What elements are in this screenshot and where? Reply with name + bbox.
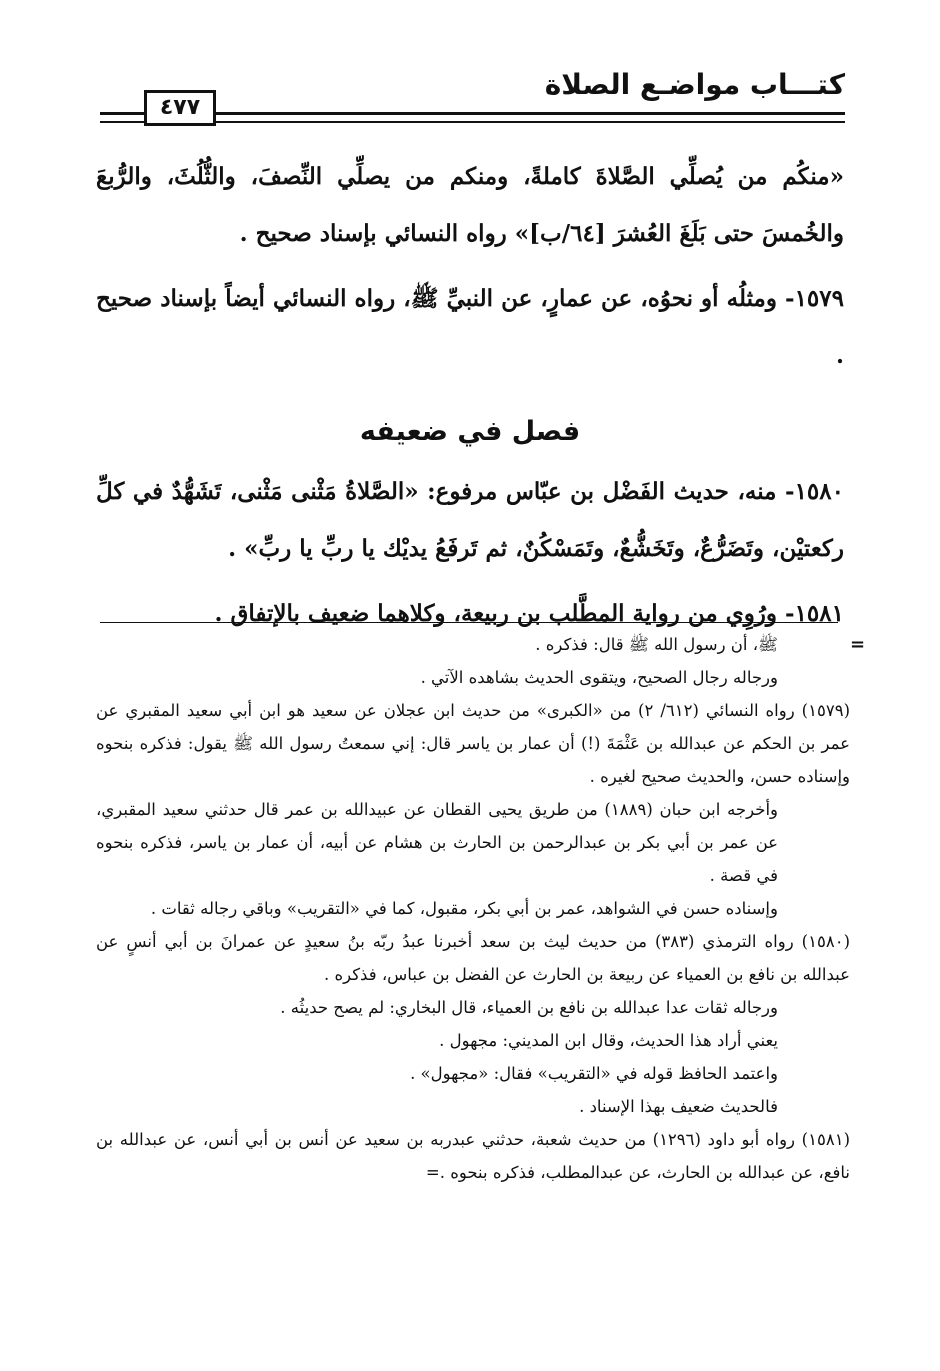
hadith-1579: ١٥٧٩- ومثلُه أو نحوُه، عن عمارٍ، عن النبيِّ ﷺ، رواه النسائي أيضاً بإسناد صحيح .: [96, 285, 844, 369]
footnote-1581: (١٥٨١) رواه أبو داود (١٢٩٦) من حديث شعبة، حدثني عبدربه بن سعيد عن أنس بن أبي أنس، عن عبدالله بن نافع، عن عبدالله بن الحارث، عن عبدالمطلب، فذكره بنحوه .=: [96, 1130, 850, 1182]
footnotes: [96, 628, 850, 1189]
hadith-text-continuation: «منكُم من يُصلِّي الصَّلاةَ كاملةً، ومنكم من يصلِّي النِّصفَ، والثُّلُثَ، والرُّبعَ والخُمسَ حتى بَلَغَ العُشرَ [٦٤/ب]» رواه النسائي بإسناد صحيح .: [96, 163, 844, 247]
footnote-line: وإسناده حسن في الشواهد، عمر بن أبي بكر، مقبول، كما في «التقريب» وباقي رجاله ثقات .: [150, 899, 778, 918]
hadith-1580: ١٥٨٠- منه، حديث الفَضْل بن عبّاس مرفوع: «الصَّلاةُ مَثْنى مَثْنى، تَشَهُّدٌ في كلِّ ركعتيْن، وتَضَرُّعٌ، وتَخَشُّعٌ، وتَمَسْكُنٌ، ثم تَرفَعُ يديْك يا ربِّ يا ربِّ» .: [96, 478, 844, 562]
page-header: [100, 68, 845, 126]
page-number: ٤٧٧: [144, 90, 216, 126]
footnote-line: ﷺ، أن رسول الله ﷺ قال: فذكره .: [535, 635, 778, 654]
footnote-1579: (١٥٧٩) رواه النسائي (٦١٢/ ٢) من «الكبرى» من حديث ابن عجلان عن سعيد هو ابن أبي سعيد المقبري عن عمر بن الحكم عن عبدالله بن عَثْمَةَ (!) أن عمار بن ياسر قال: إني سمعتُ رسول الله ﷺ يقول: فذكره بنحوه وإسناده حسن، والحديث صحيح لغيره .: [96, 701, 850, 786]
footnote-line: وأخرجه ابن حبان (١٨٨٩) من طريق يحيى القطان عن عبيدالله بن عمر قال حدثني سعيد المقبري، عن عمر بن أبي بكر بن عبدالرحمن بن الحارث بن هشام عن أبيه، أن عمار بن ياسر، فذكره بنحوه في قصة .: [96, 800, 778, 885]
footnote-line: ورجاله ثقات عدا عبدالله بن نافع بن العمياء، قال البخاري: لم يصح حديثُه .: [280, 998, 778, 1017]
footnote-continuation-mark: =: [850, 634, 866, 655]
footnote-1580: (١٥٨٠) رواه الترمذي (٣٨٣) من حديث ليث بن سعد أخبرنا عبدُ ربّه بنُ سعيدٍ عن عمرانَ بن أبي أنسٍ عن عبدالله بن نافع بن العمياء عن ربيعة بن الحارث عن الفضل بن عباس، فذكره .: [96, 932, 850, 984]
footnote-separator: [100, 622, 838, 623]
footnote-line: يعني أراد هذا الحديث، وقال ابن المديني: مجهول .: [439, 1031, 778, 1050]
hadith-1581: ١٥٨١- ورُوِي من رواية المطَّلب بن ربيعة، وكلاهما ضعيف بالإتفاق .: [214, 600, 844, 627]
main-text: [96, 148, 844, 642]
footnote-line: واعتمد الحافظ قوله في «التقريب» فقال: «مجهول» .: [410, 1064, 778, 1083]
footnote-line: ورجاله رجال الصحيح، ويتقوى الحديث بشاهده الآتي .: [420, 668, 778, 687]
footnote-line: فالحديث ضعيف بهذا الإسناد .: [579, 1097, 778, 1116]
chapter-title: كتـــاب مواضـع الصلاة: [544, 68, 845, 101]
section-heading: فصل في ضعيفه: [359, 416, 581, 447]
